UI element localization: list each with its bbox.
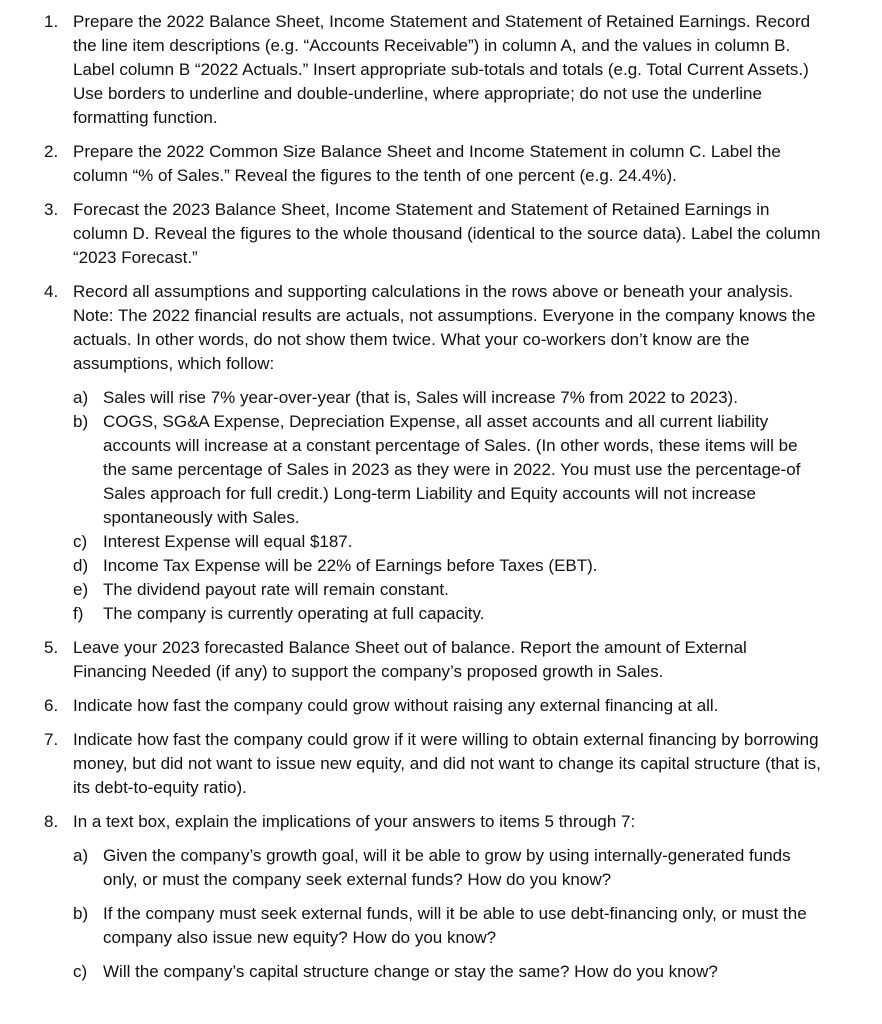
sub-item-b: [73, 410, 822, 530]
list-item-4: [0, 280, 882, 626]
item-number: 3.: [44, 200, 59, 219]
sub-item-letter: c): [73, 532, 88, 551]
list-item-1: [0, 10, 882, 130]
sub-item-c: [73, 530, 822, 554]
sub-item-text: Sales will rise 7% year-over-year (that is, Sales will increase 7% from 2022 to 2023).: [103, 388, 738, 407]
item-text: Record all assumptions and supporting calculations in the rows above or beneath your analysis. Note: The 2022 financial results are actuals, not assumptions. Everyone in the company knows the actuals. In other words, do not show them twice. What your co-workers don’t know are the assumptions, which follow:: [73, 282, 816, 373]
implication-list: [73, 844, 822, 984]
list-item-6: [0, 694, 882, 718]
item-text: Leave your 2023 forecasted Balance Sheet out of balance. Report the amount of External Financing Needed (if any) to support the company’s proposed growth in Sales.: [73, 638, 747, 681]
instruction-list: [0, 10, 882, 994]
sub-item-letter: b): [73, 412, 89, 431]
sub-item-text: Given the company’s growth goal, will it be able to grow by using internally-generated funds only, or must the company seek external funds? How do you know?: [103, 846, 791, 889]
sub-item-letter: c): [73, 962, 88, 981]
list-item-3: [0, 198, 882, 270]
item-number: 8.: [44, 812, 59, 831]
item-number: 7.: [44, 730, 59, 749]
sub-item-letter: f): [73, 604, 84, 623]
item-number: 6.: [44, 696, 59, 715]
sub-item-letter: e): [73, 580, 89, 599]
item-text: In a text box, explain the implications of your answers to items 5 through 7:: [73, 812, 636, 831]
list-item-7: [0, 728, 882, 800]
sub-item-letter: a): [73, 388, 89, 407]
sub-item-text: The company is currently operating at full capacity.: [103, 604, 485, 623]
item-text: Indicate how fast the company could grow if it were willing to obtain external financing by borrowing money, but did not want to issue new equity, and did not want to change its capital structure (that is, its debt-to-equity ratio).: [73, 730, 821, 797]
list-item-5: [0, 636, 882, 684]
item-number: 2.: [44, 142, 59, 161]
item-text: Prepare the 2022 Balance Sheet, Income Statement and Statement of Retained Earnings. Record the line item descriptions (e.g. “Accounts Receivable”) in column A, and the values in column B. Label column B “2022 Actuals.” Insert appropriate sub-totals and totals (e.g. Total Current Assets.) Use borders to underline and double-underline, where appropriate; do not use the underline formatting function.: [73, 12, 811, 127]
assumption-list: [73, 386, 822, 626]
sub-item-f: [73, 602, 822, 626]
sub-item-b: [73, 902, 822, 950]
item-number: 4.: [44, 282, 59, 301]
sub-item-letter: b): [73, 904, 89, 923]
item-number: 1.: [44, 12, 59, 31]
sub-item-a: [73, 844, 822, 892]
sub-item-text: Interest Expense will equal $187.: [103, 532, 353, 551]
sub-item-a: [73, 386, 822, 410]
sub-item-letter: a): [73, 846, 89, 865]
sub-item-text: Income Tax Expense will be 22% of Earnings before Taxes (EBT).: [103, 556, 598, 575]
item-text: Prepare the 2022 Common Size Balance Sheet and Income Statement in column C. Label the column “% of Sales.” Reveal the figures to the tenth of one percent (e.g. 24.4%).: [73, 142, 781, 185]
sub-item-letter: d): [73, 556, 89, 575]
item-number: 5.: [44, 638, 59, 657]
sub-item-text: COGS, SG&A Expense, Depreciation Expense, all asset accounts and all current liability accounts will increase at a constant percentage of Sales. (In other words, these items will be the same percentage of Sales in 2023 as they were in 2022. You must use the percentage-of Sales approach for full credit.) Long-term Liability and Equity accounts will not increase spontaneously with Sales.: [103, 412, 801, 527]
sub-item-c: [73, 960, 822, 984]
sub-item-text: The dividend payout rate will remain constant.: [103, 580, 449, 599]
sub-item-text: Will the company’s capital structure change or stay the same? How do you know?: [103, 962, 718, 981]
item-text: Indicate how fast the company could grow without raising any external financing at all.: [73, 696, 719, 715]
item-text: Forecast the 2023 Balance Sheet, Income Statement and Statement of Retained Earnings in column D. Reveal the figures to the whole thousand (identical to the source data). Label the column “2023 Forecast.”: [73, 200, 821, 267]
list-item-2: [0, 140, 882, 188]
sub-item-e: [73, 578, 822, 602]
sub-item-text: If the company must seek external funds, will it be able to use debt-financing only, or must the company also issue new equity? How do you know?: [103, 904, 807, 947]
sub-item-d: [73, 554, 822, 578]
list-item-8: [0, 810, 882, 984]
